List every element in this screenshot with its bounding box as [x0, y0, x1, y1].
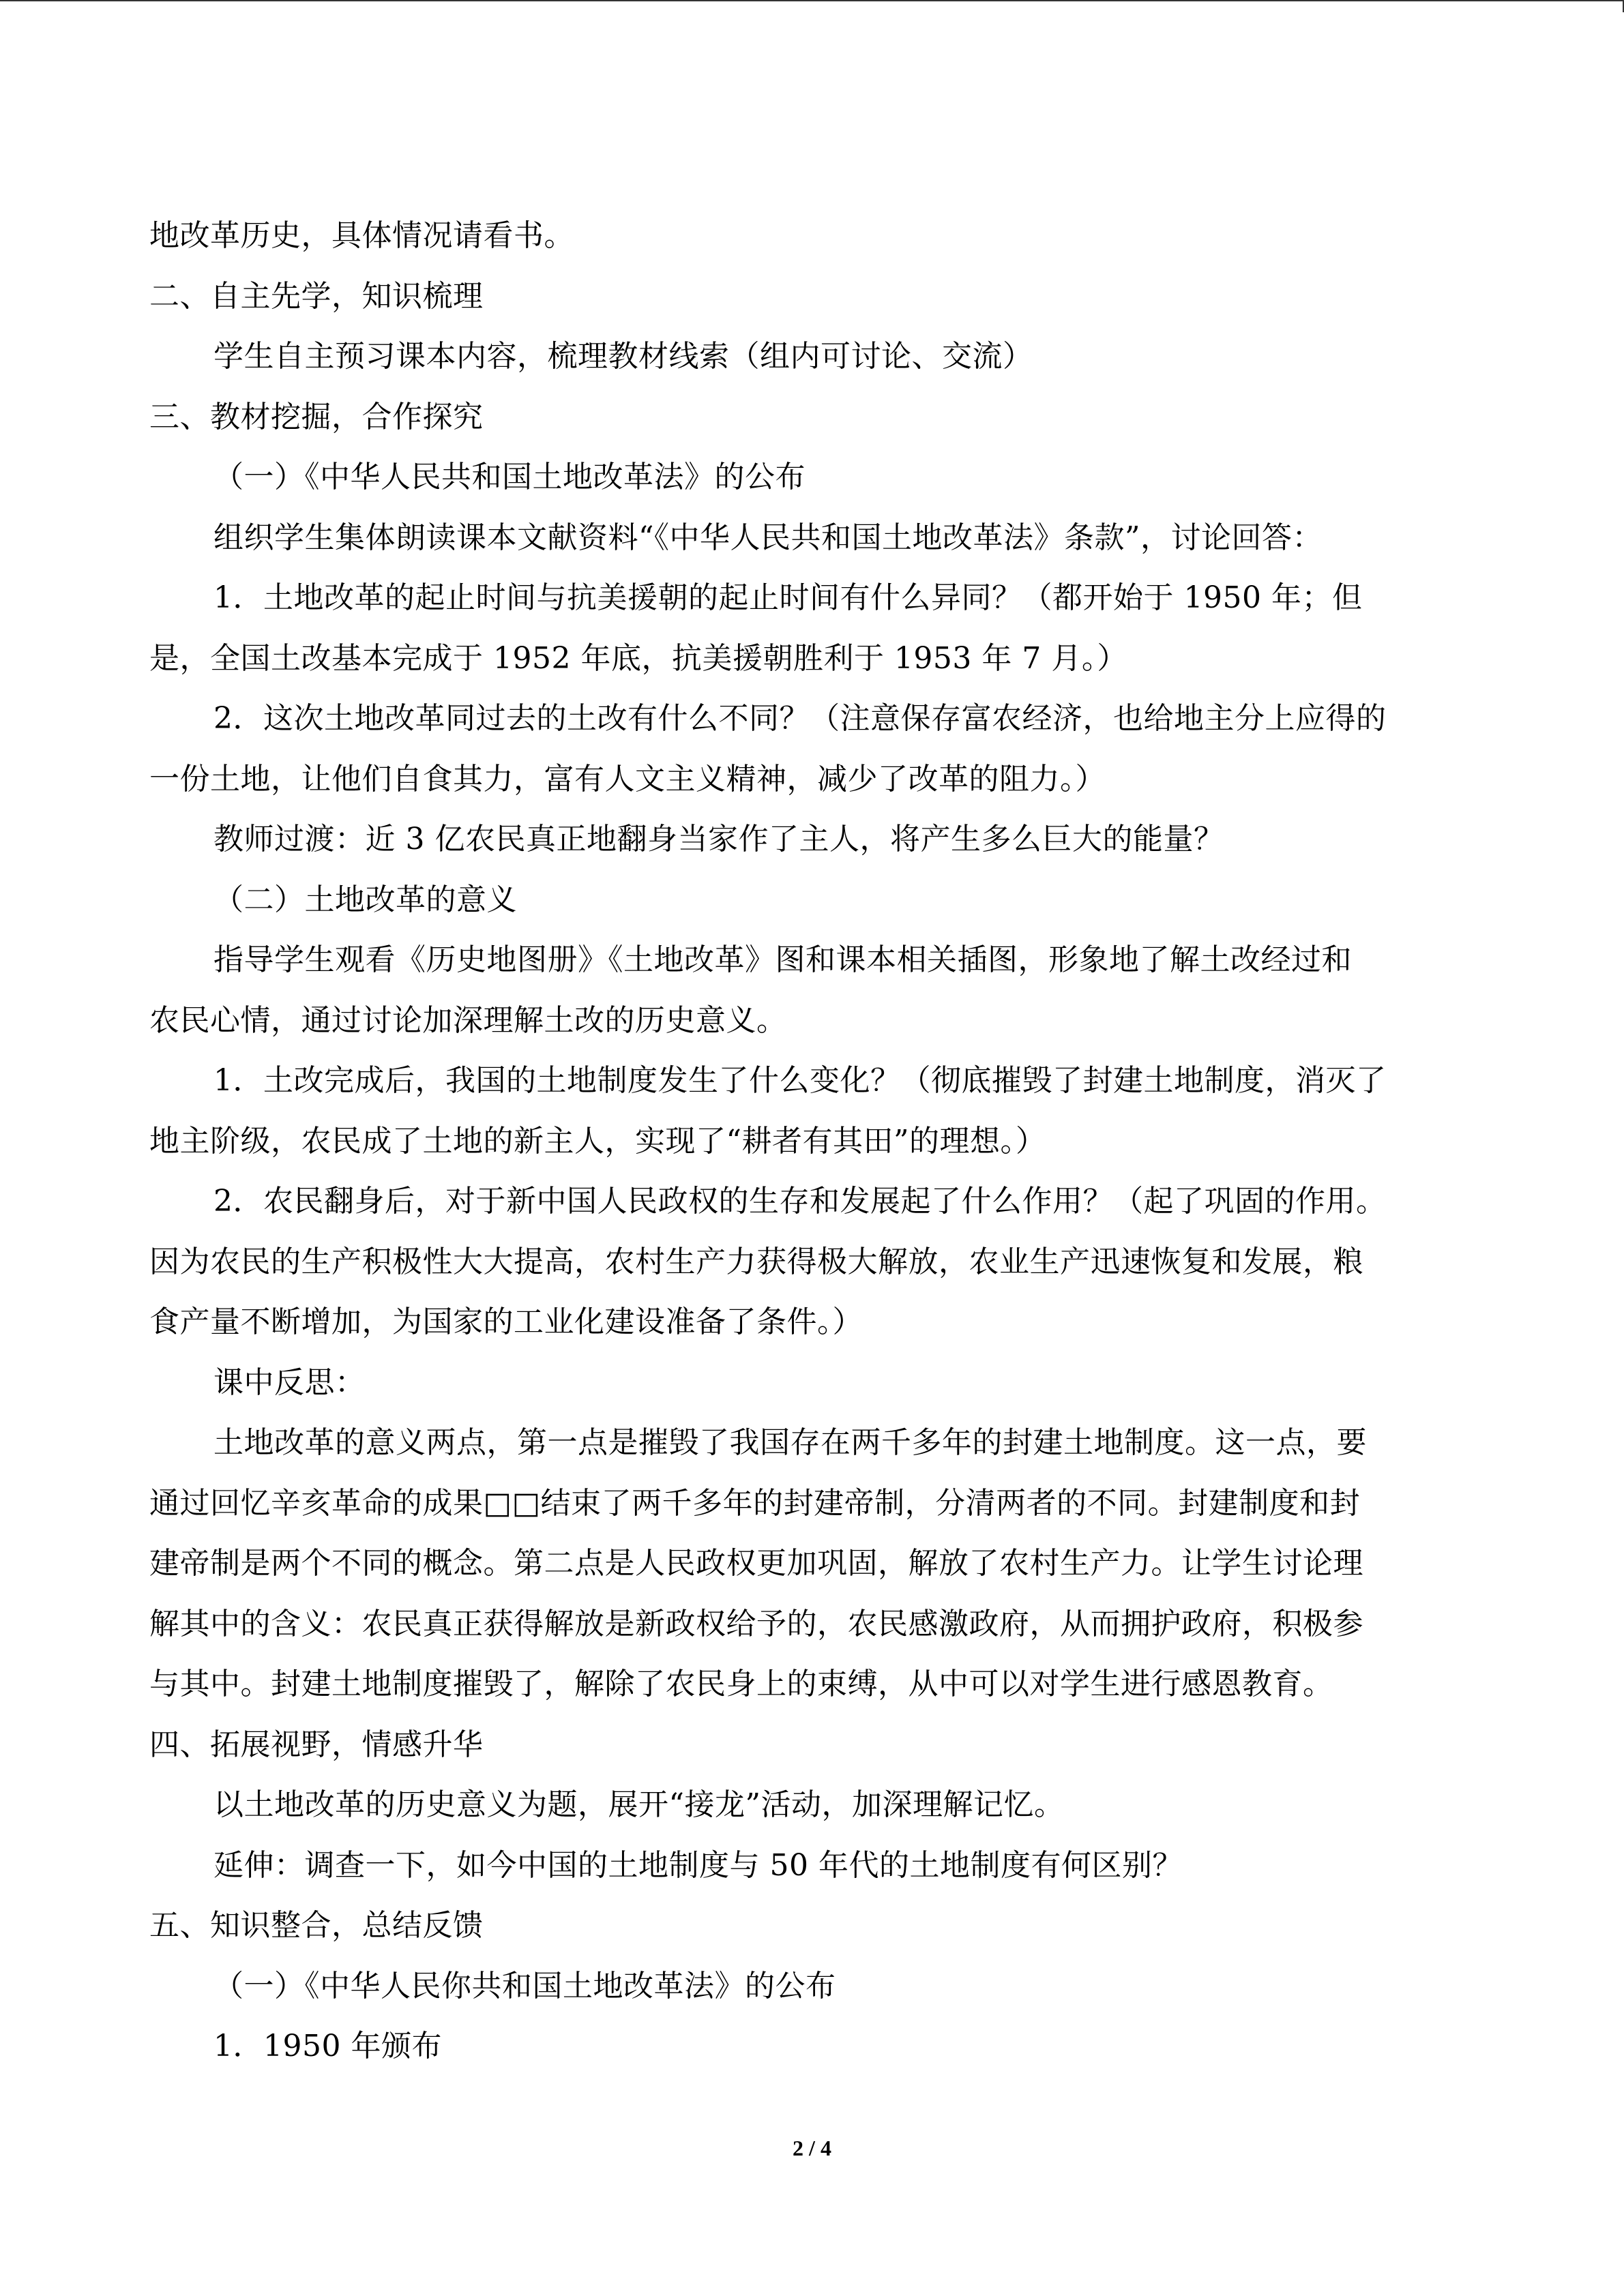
text-line: 农民心情，通过讨论加深理解土改的历史意义。 [149, 1002, 787, 1038]
text-line: 延伸：调查一下，如今中国的土地制度与 50 年代的土地制度有何区别？ [213, 1847, 1183, 1883]
text-line: 食产量不断增加，为国家的工业化建设准备了条件。） [149, 1304, 863, 1339]
text-line: 是，全国土改基本完成于 1952 年底，抗美援朝胜利于 1953 年 7 月。） [149, 640, 1127, 676]
section-heading: 四、拓展视野，情感升华 [149, 1727, 484, 1762]
text-line: 地改革历史，具体情况请看书。 [149, 218, 574, 253]
question-line: 2．这次土地改革同过去的土改有什么不同？（注意保存富农经济，也给地主分上应得的 [213, 701, 1387, 736]
text-line: 通过回忆辛亥革命的成果□□结束了两千多年的封建帝制，分清两者的不同。封建制度和封 [149, 1485, 1361, 1521]
text-line: 组织学生集体朗读课本文献资料“《中华人民共和国土地改革法》条款”，讨论回答： [213, 520, 1323, 555]
text-line: 以土地改革的历史意义为题，展开“接龙”活动，加深理解记忆。 [213, 1787, 1065, 1822]
section-heading: 三、教材挖掘，合作探究 [149, 399, 484, 434]
question-line: 2．农民翻身后，对于新中国人民政权的生存和发展起了什么作用？（起了巩固的作用。 [213, 1184, 1387, 1219]
text-line: 课中反思： [213, 1365, 366, 1400]
top-border-line [0, 0, 1624, 1]
text-line: 解其中的含义：农民真正获得解放是新政权给予的，农民感激政府，从而拥护政府，积极参 [149, 1606, 1363, 1641]
text-line: 教师过渡：近 3 亿农民真正地翻身当家作了主人，将产生多么巨大的能量？ [213, 822, 1224, 856]
subsection-heading: （一）《中华人民你共和国土地改革法》的公布 [213, 1968, 836, 2003]
text-line: 与其中。封建土地制度摧毁了，解除了农民身上的束缚，从中可以对学生进行感恩教育。 [149, 1667, 1333, 1701]
page-number: 2 / 4 [793, 2136, 831, 2160]
text-line: 建帝制是两个不同的概念。第二点是人民政权更加巩固，解放了农村生产力。让学生讨论理 [149, 1546, 1363, 1581]
text-line: 土地改革的意义两点，第一点是摧毁了我国存在两千多年的封建土地制度。这一点，要 [213, 1425, 1367, 1460]
text-line: 1．1950 年颁布 [213, 2029, 442, 2063]
body-text [149, 206, 1476, 2077]
text-line: 一份土地，让他们自食其力，富有人文主义精神，减少了改革的阻力。） [149, 761, 1106, 796]
text-line: 地主阶级，农民成了土地的新主人，实现了“耕者有其田”的理想。） [149, 1123, 1046, 1159]
question-line: 1．土地改革的起止时间与抗美援朝的起止时间有什么异同？（都开始于 1950 年；但 [213, 580, 1363, 615]
text-line: 因为农民的生产积极性大大提高，农村生产力获得极大解放，农业生产迅速恢复和发展，粮 [149, 1244, 1363, 1279]
subsection-heading: （二）土地改革的意义 [213, 882, 517, 917]
text-line: 指导学生观看《历史地图册》《土地改革》图和课本相关插图，形象地了解土改经过和 [213, 942, 1352, 977]
subsection-heading: （一）《中华人民共和国土地改革法》的公布 [213, 460, 806, 494]
section-heading: 五、知识整合，总结反馈 [149, 1908, 484, 1943]
question-line: 1．土改完成后，我国的土地制度发生了什么变化？（彻底摧毁了封建土地制度，消灭了 [213, 1063, 1387, 1098]
text-line: 学生自主预习课本内容，梳理教材线索（组内可讨论、交流） [213, 339, 1033, 374]
section-heading: 二、自主先学，知识梳理 [149, 278, 484, 314]
